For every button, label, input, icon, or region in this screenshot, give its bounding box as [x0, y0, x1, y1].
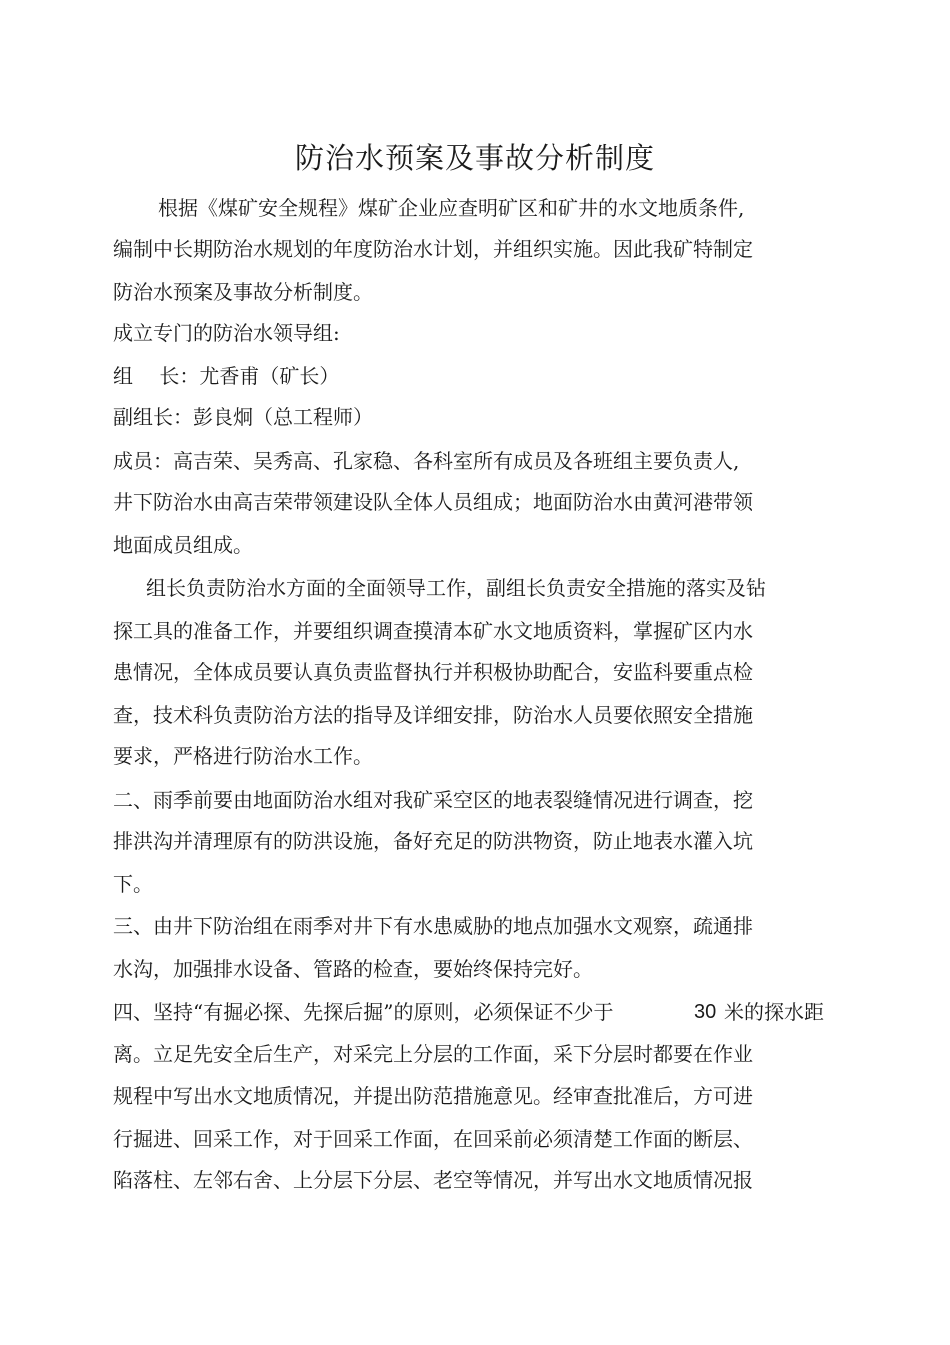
paragraph-line: 排洪沟并清理原有的防洪设施，备好充足的防洪物资，防止地表水灌入坑: [113, 829, 753, 853]
paragraph-line: 水沟，加强排水设备、管路的检查，要始终保持完好。: [113, 957, 593, 981]
paragraph-line: 下。: [113, 872, 153, 896]
paragraph-line: 查，技术科负责防治方法的指导及详细安排，防治水人员要依照安全措施: [113, 703, 753, 727]
paragraph-line: 根据《煤矿安全规程》煤矿企业应查明矿区和矿井的水文地质条件,: [158, 196, 745, 220]
paragraph-line: 行掘进、回采工作，对于回采工作面，在回采前必须清楚工作面的断层、: [113, 1127, 753, 1151]
paragraph-line: 井下防治水由高吉荣带领建设队全体人员组成；地面防治水由黄河港带领: [113, 490, 753, 514]
paragraph-line: 陷落柱、左邻右舍、上分层下分层、老空等情况，并写出水文地质情况报: [113, 1168, 753, 1192]
paragraph-line: 二、雨季前要由地面防治水组对我矿采空区的地表裂缝情况进行调查，挖: [113, 788, 753, 812]
paragraph-line: 四、坚持“有掘必探、先探后掘”的原则，必须保证不少于: [113, 1000, 614, 1024]
paragraph-line: 防治水预案及事故分析制度。: [113, 280, 373, 304]
paragraph-line: 离。立足先安全后生产，对采完上分层的工作面，采下分层时都要在作业: [113, 1042, 753, 1066]
paragraph-line: 三、由井下防治组在雨季对井下有水患威胁的地点加强水文观察，疏通排: [113, 914, 753, 938]
paragraph-line: 编制中长期防治水规划的年度防治水计划，并组织实施。因此我矿特制定: [113, 237, 753, 261]
paragraph-line: 成立专门的防治水领导组:: [113, 321, 340, 345]
paragraph-line: 地面成员组成。: [113, 533, 253, 557]
paragraph-line-tail: 米的探水距: [724, 1000, 824, 1024]
paragraph-line: 成员：高吉荣、吴秀高、孔家稳、各科室所有成员及各班组主要负责人,: [113, 449, 740, 473]
paragraph-line: 副组长：彭良炯（总工程师）: [113, 405, 373, 429]
paragraph-line: 组 长：尤香甫（矿长）: [113, 364, 340, 388]
paragraph-line: 组长负责防治水方面的全面领导工作，副组长负责安全措施的落实及钻: [146, 576, 766, 600]
distance-number: 30: [694, 1001, 717, 1023]
paragraph-line: 要求，严格进行防治水工作。: [113, 744, 373, 768]
paragraph-line: 探工具的准备工作，并要组织调查摸清本矿水文地质资料，掌握矿区内水: [113, 619, 753, 643]
paragraph-line: 规程中写出水文地质情况，并提出防范措施意见。经审查批准后，方可进: [113, 1084, 753, 1108]
paragraph-line: 患情况，全体成员要认真负责监督执行并积极协助配合，安监科要重点检: [113, 660, 753, 684]
document-title: 防治水预案及事故分析制度: [294, 141, 655, 175]
